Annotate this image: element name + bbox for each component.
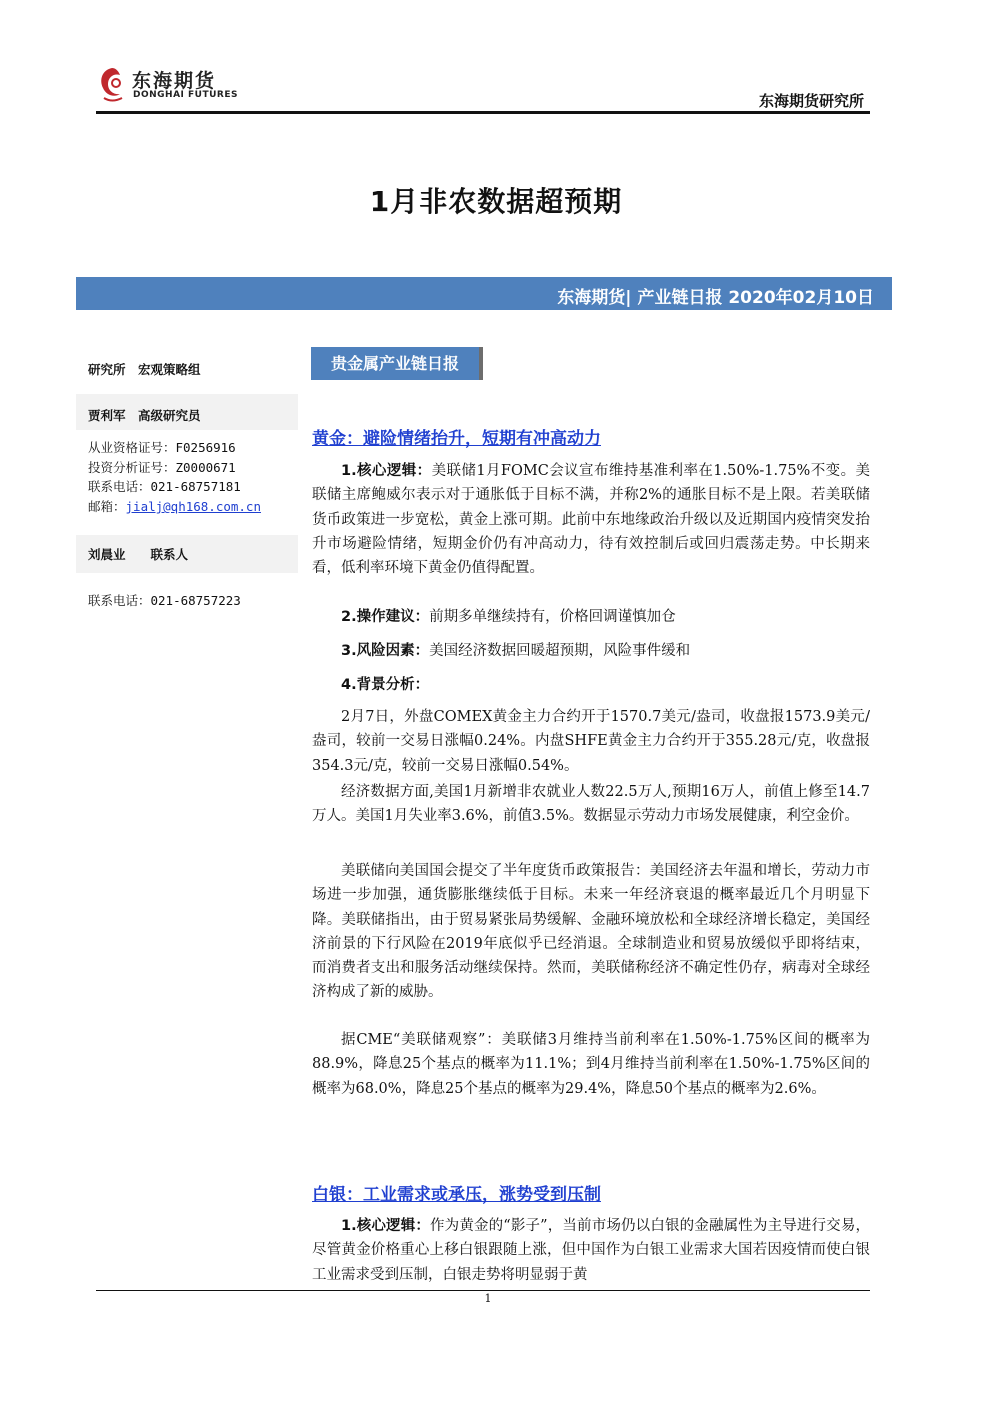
gold-logic-text: 美联储1月FOMC会议宣布维持基准利率在1.50%-1.75%不变。美联储主席鲍威尔表示对于通胀低于目标不满，并称2%的通胀目标不是上限。若美联储货币政策进一步宽松，黄金上涨可期。此前中东地缘政治升级以及近期国内疫情突发抬升市场避险情绪，短期金价仍有冲高动力，待有效控制后或回归震荡走势。中长期来看，低利率环境下黄金仍值得配置。 xyxy=(312,463,870,577)
dragon-logo-icon xyxy=(96,64,128,104)
report-category-tag: 贵金属产业链日报 xyxy=(311,347,479,380)
gold-bg-label: 4.背景分析： xyxy=(341,677,430,693)
logo-chinese-name: 东海期货 xyxy=(132,70,217,92)
silver-core-logic xyxy=(312,1214,870,1287)
sidebar-dept: 研究所 宏观策略组 xyxy=(88,362,201,377)
analyst1-phone: 联系电话：021-68757181 xyxy=(88,479,241,494)
footer-divider xyxy=(96,1290,870,1291)
gold-paragraph-1: 2月7日，外盘COMEX黄金主力合约开于1570.7美元/盎司，收盘报1573.9美元/盎司，较前一交易日涨幅0.24%。内盘SHFE黄金主力合约开于355.28元/克，收盘报354.3元/克，较前一交易日涨幅0.54%。 xyxy=(312,709,870,774)
page-number: 1 xyxy=(484,1292,492,1305)
silver-logic-text: 作为黄金的“影子”，当前市场仍以白银的金融属性为主导进行交易，尽管黄金价格重心上移白银跟随上涨，但中国作为白银工业需求大国若因疫情而使白银工业需求受到压制，白银走势将明显弱于黄 xyxy=(312,1218,870,1283)
gold-background xyxy=(312,673,870,697)
report-banner xyxy=(76,277,892,310)
company-logo xyxy=(96,64,236,106)
gold-advice-text: 前期多单继续持有，价格回调谨慎加仓 xyxy=(429,609,676,625)
silver-logic-label: 1.核心逻辑： xyxy=(341,1218,431,1234)
report-title: 1月非农数据超预期 xyxy=(369,185,623,218)
gold-advice xyxy=(312,605,870,629)
gold-logic-label: 1.核心逻辑： xyxy=(341,463,432,479)
analyst2-phone: 联系电话：021-68757223 xyxy=(88,593,241,608)
analyst1-header xyxy=(76,394,298,430)
analyst1-email-row xyxy=(88,497,261,515)
header-divider xyxy=(96,111,870,114)
gold-risk xyxy=(312,639,870,663)
analyst1-email-link[interactable]: jialj@qh168.com.cn xyxy=(125,499,261,514)
analyst1-name-title: 贾利军 高级研究员 xyxy=(88,408,201,423)
analyst1-cert2: 投资分析证号：Z0000671 xyxy=(88,460,236,475)
banner-text: 东海期货| 产业链日报 2020年02月10日 xyxy=(557,288,874,308)
gold-paragraph-2: 经济数据方面,美国1月新增非农就业人数22.5万人,预期16万人，前值上修至14.7万人。美国1月失业率3.6%，前值3.5%。数据显示劳动力市场发展健康，利空金价。 xyxy=(312,784,870,825)
institute-name: 东海期货研究所 xyxy=(758,92,864,110)
gold-paragraph-4: 据CME“美联储观察”：美联储3月维持当前利率在1.50%-1.75%区间的概率为88.9%，降息25个基点的概率为11.1%；到4月维持当前利率在1.50%-1.75%区间的概率为68.0%，降息25个基点的概率为29.4%，降息50个基点的概率为2.6%。 xyxy=(312,1032,870,1097)
gold-advice-label: 2.操作建议： xyxy=(341,609,430,625)
gold-section-heading[interactable]: 黄金：避险情绪抬升，短期有冲高动力 xyxy=(312,429,601,449)
gold-risk-label: 3.风险因素： xyxy=(341,643,430,659)
analyst1-cert1: 从业资格证号：F0256916 xyxy=(88,440,236,455)
email-label: 邮箱： xyxy=(88,499,126,514)
gold-risk-text: 美国经济数据回暖超预期，风险事件缓和 xyxy=(429,643,691,659)
gold-paragraph-3: 美联储向美国国会提交了半年度货币政策报告：美国经济去年温和增长，劳动力市场进一步加强，通货膨胀继续低于目标。未来一年经济衰退的概率最近几个月明显下降。美联储指出，由于贸易紧张局势缓解、金融环境放松和全球经济增长稳定，美国经济前景的下行风险在2019年底似乎已经消退。全球制造业和贸易放缓似乎即将结束，而消费者支出和服务活动继续保持。然而，美联储称经济不确定性仍存，病毒对全球经济构成了新的威胁。 xyxy=(312,863,870,1001)
analyst2-name-title: 刘晨业 联系人 xyxy=(88,547,189,562)
gold-core-logic xyxy=(312,459,870,580)
silver-section-heading[interactable]: 白银：工业需求或承压，涨势受到压制 xyxy=(312,1185,601,1205)
logo-english-name: DONGHAI FUTURES xyxy=(133,90,238,100)
analyst2-header xyxy=(76,535,298,573)
